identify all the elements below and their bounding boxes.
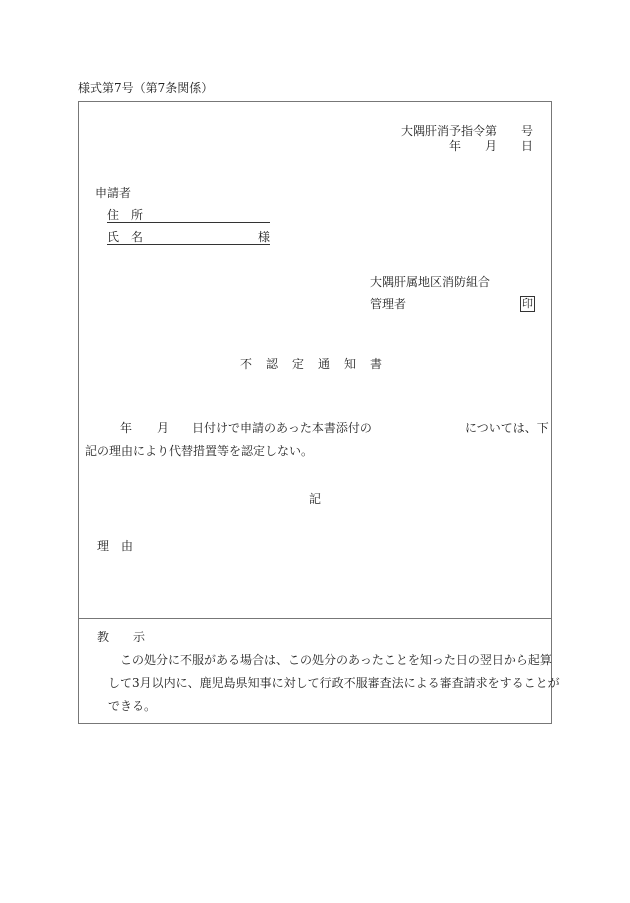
ki-label: 記 [309, 492, 322, 506]
body-month: 月 [157, 421, 170, 435]
body-line1-b: については、下 [465, 421, 549, 435]
section-divider [78, 618, 551, 619]
body-year: 年 [120, 421, 133, 435]
name-line [107, 244, 270, 245]
reference-number: 大隅肝消予指令第 号 [400, 124, 533, 138]
instruction-line3: できる。 [108, 699, 157, 713]
address-label: 住 所 [107, 208, 144, 222]
honorific: 様 [258, 230, 271, 244]
issuer-title: 管理者 [370, 297, 407, 311]
body-line2: 記の理由により代替措置等を認定しない。 [85, 444, 314, 458]
reason-label: 理 由 [97, 539, 134, 553]
address-line [107, 222, 270, 223]
issuer-organization: 大隅肝属地区消防組合 [370, 275, 491, 289]
issue-date: 年 月 日 [448, 139, 533, 153]
form-frame [78, 101, 552, 724]
name-label: 氏 名 [107, 230, 144, 244]
seal-mark: 印 [522, 297, 533, 310]
form-label: 様式第7号（第7条関係） [78, 81, 214, 95]
body-line1-a: 日付けで申請のあった本書添付の [192, 421, 372, 435]
applicant-label: 申請者 [95, 186, 132, 200]
instruction-line2: して3月以内に、鹿児島県知事に対して行政不服審査法による審査請求をすることが [108, 676, 560, 690]
document-title: 不 認 定 通 知 書 [240, 357, 384, 371]
instruction-line1: この処分に不服がある場合は、この処分のあったことを知った日の翌日から起算 [120, 653, 552, 667]
instruction-label: 教 示 [97, 630, 146, 644]
